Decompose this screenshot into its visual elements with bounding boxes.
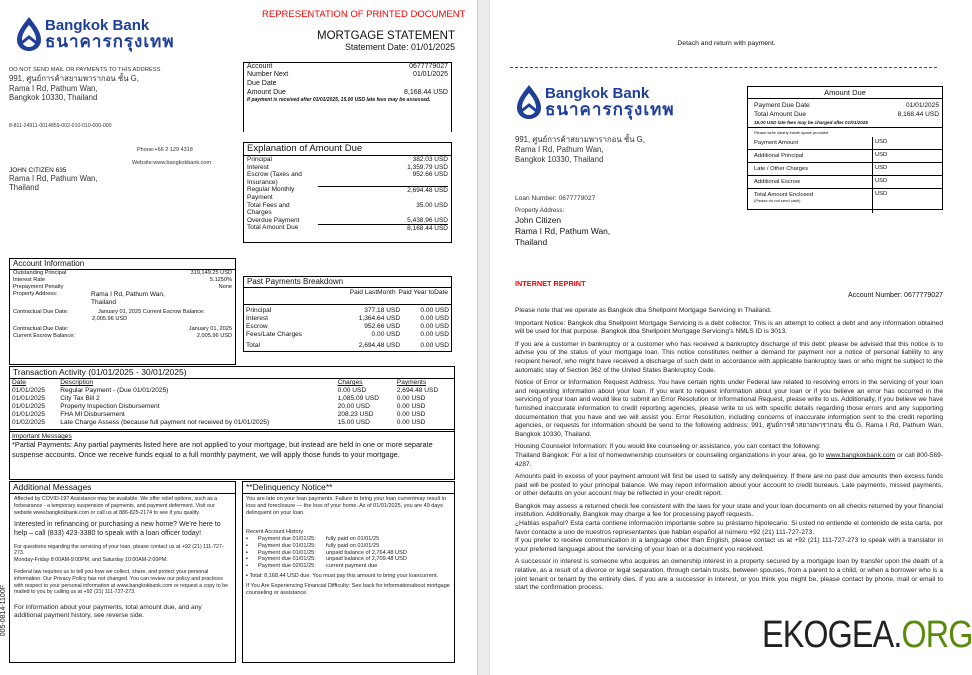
bank-address: Bangkok 10330, Thailand xyxy=(515,155,604,164)
label: Regular Monthly Payment xyxy=(247,186,295,201)
past-payment-row xyxy=(244,339,451,350)
charges: 208.23 USD xyxy=(337,411,374,418)
watermark xyxy=(762,614,972,657)
status: unpaid balance of 2,709.48 USD xyxy=(326,556,407,563)
p1: Affected by COVID-19? Assistance may be available. We offer relief options, such as a forbearance - a temporary suspension of payments, and payment deferment. Visit our website www.bangkokbank.com or call us at 886-825-2174 to see if you qualify. xyxy=(14,496,218,516)
website: Website:www.bangkokbank.com xyxy=(132,160,212,166)
label: Payment due 01/01/25: xyxy=(258,536,316,542)
total: 8,168.44 USD xyxy=(897,111,939,118)
label: Total Amount Due xyxy=(247,224,299,232)
bullet-icon: ▪ xyxy=(246,563,248,570)
title: Past Payments Breakdown xyxy=(244,277,451,288)
value: 35.00 USD xyxy=(416,201,448,209)
charges: 15.00 USD xyxy=(337,419,370,426)
last: 952.66 USD xyxy=(364,323,401,330)
late-note: 15.00 USD late fees may be charged after 01/01/2025 xyxy=(748,119,942,128)
cdd-label: Contractual Due Date: xyxy=(13,309,69,315)
label: Payment Amount xyxy=(754,140,799,146)
print-banner: REPRESENTATION OF PRINTED DOCUMENT xyxy=(262,9,466,20)
delinquency-notice-box xyxy=(242,481,455,663)
transaction-table xyxy=(10,379,454,427)
p3: For questions regarding the servicing of your loan, please contact us at +92 (21) 111-727-273. xyxy=(14,543,224,557)
charges: 1,085.09 USD xyxy=(337,395,380,402)
ytd: 0.00 USD xyxy=(420,323,449,330)
rate: 5.1250% xyxy=(209,277,232,283)
p3b: Monday-Friday 8:00AM-9:00PM, and Saturday 10:00AM-2:00PM. xyxy=(14,557,168,564)
transaction-row xyxy=(10,411,454,419)
transaction-row xyxy=(10,419,454,427)
bank-address: Rama I Rd, Pathum Wan, xyxy=(9,83,98,93)
value: 2,694.48 USD xyxy=(318,186,448,201)
label: Escrow (Taxes and Insurance) xyxy=(247,171,302,186)
ytd: 0.00 USD xyxy=(420,315,449,322)
property-label: Property Address: xyxy=(13,291,58,297)
last: 2,694.48 USD xyxy=(358,342,401,349)
label: Fees/Late Charges xyxy=(246,331,303,338)
date: 01/01/2025 xyxy=(12,411,46,418)
label: Number Next xyxy=(247,71,289,79)
last: 377.18 USD xyxy=(364,307,401,314)
cdd-label2: Contractual Due Date: xyxy=(13,326,69,332)
past-payments-box xyxy=(243,276,452,352)
payments: 0.00 USD xyxy=(396,411,426,418)
b: ORG xyxy=(901,614,972,656)
title: Important Messages xyxy=(12,433,72,440)
date: 01/01/2025 xyxy=(12,387,46,394)
explanation-box xyxy=(243,142,452,243)
property: Rama I Rd, Pathum Wan, Thailand xyxy=(91,291,165,306)
due-date: 01/01/2025 xyxy=(905,102,939,109)
late-fee-note: If payment is received after 01/01/2025, 15.00 USD late fees may be assessed. xyxy=(247,96,431,103)
label: Payment due 01/01/25: xyxy=(258,556,316,563)
th: ธนาคารกรุงเทพ xyxy=(545,99,675,119)
p2: Interested in refinancing or purchasing a new home? We're here to help – call (833) 423-3380 to speak with a loan officer today! xyxy=(14,521,221,537)
transaction-row xyxy=(10,403,454,411)
bank-address: 991, ศูนย์การค้าสยามพารากอน ชั้น G, xyxy=(515,135,645,144)
payment-field-row xyxy=(748,176,942,189)
charges: 20.00 USD xyxy=(337,403,370,410)
label: Total Fees and Charges xyxy=(247,201,290,217)
payment-amount-input[interactable]: USD xyxy=(872,163,942,175)
label: Due Date xyxy=(247,79,277,87)
value: 5,438.96 USD xyxy=(407,216,448,224)
p4: Federal law requires us to tell you how we collect, share, and protect your personal information. Our Privacy Policy has not changed. You can review our policy and practices with respect to your personal information at www.bangkokbank.com or request a copy to be mailed to you by calling us at +92 (21) 111-727-273. xyxy=(14,568,229,596)
last: 0.00 USD xyxy=(371,331,401,338)
history-item xyxy=(246,556,451,563)
property-address xyxy=(515,215,610,248)
payments: 0.00 USD xyxy=(396,395,426,402)
fees-lines: Bangkok may assess a returned check fee consistent with the laws for your state and your loan documents on all checks returned by your financial institution. Additionally, Bangkok may charge a fee for processing payoff requests. xyxy=(515,502,943,519)
outstanding-label: Outstanding Principal xyxy=(13,270,67,276)
barcode-number: 8-811-24911-0014859-002-010-010-000-000 xyxy=(9,123,112,129)
property: John Citizen xyxy=(515,215,562,225)
label: Payment due 01/01/25: xyxy=(258,542,316,549)
ceb-inline: 2,005.96 USD xyxy=(92,316,128,322)
payment-field-row xyxy=(748,150,942,163)
bullet-icon: ▪ xyxy=(246,542,248,549)
desc: Property Inspection Disbursement xyxy=(60,403,160,410)
charges: Charges xyxy=(337,379,363,386)
property: Thailand xyxy=(515,237,548,247)
payments: 0.00 USD xyxy=(396,403,426,410)
disclosures xyxy=(515,307,943,597)
desc: City Tax Bill 2 xyxy=(60,395,100,402)
status: fully paid on 01/01/25 xyxy=(326,542,380,549)
transaction-row xyxy=(10,395,454,403)
date: 01/02/2025 xyxy=(12,419,46,426)
transaction-activity-box xyxy=(9,366,455,480)
value: 1,359.79 USD xyxy=(407,163,448,171)
label: Late / Other Charges xyxy=(754,166,809,172)
label: Principal xyxy=(247,156,272,163)
title: Amount Due xyxy=(748,87,942,99)
label: Amount Due xyxy=(247,88,286,96)
customer: Thailand xyxy=(9,183,39,192)
penalty: None xyxy=(218,284,232,290)
past-payment-row xyxy=(244,331,451,339)
payment-amount-input[interactable]: USD xyxy=(872,176,942,188)
housing-p2: Thailand Bangkok: For a list of homeownership counselors or counseling organizations in your area, go to xyxy=(515,451,825,459)
value: 382.03 USD xyxy=(412,156,448,163)
ytd: 0.00 USD xyxy=(420,331,449,338)
value: 01/01/2025 xyxy=(412,71,448,79)
payment-amount-input[interactable]: USD xyxy=(872,189,942,213)
col2: Paid Year toDate xyxy=(398,289,448,296)
label: Additional Escrow xyxy=(754,179,801,185)
additional-messages-box xyxy=(9,481,236,663)
paragraphs: Notice of Error or Information Request Address. You have certain rights under Federal law related to resolving errors in the servicing of your loan and requesting information about your loan. If you want to request information about your loan or if you believe an error has occurred in the servicing of your loan and would like to submit an Error Resolution or Informational Request, please write to us. Additionally, if you believe we have furnished inaccurate information to credit reporting agencies, please write to us with specific details regarding those errors and any supporting documentation that you have and we will assist you. Error Resolution, including concerns of inaccurate information sent to the credit reporting agencies, or requests for information should be send to the following address: 991, ศูนย์การค้าสยามพารากอน ชั้น G, Rama I Rd, Pathum Wan, Bangkok 10330, Thailand. xyxy=(515,379,943,438)
past-payment-row xyxy=(244,307,451,315)
paragraphs: Please note that we operate as Bangkok dba Shellpoint Mortgage Servicing in Thailand. xyxy=(515,307,772,314)
bank-logo xyxy=(15,15,175,53)
customer: Rama I Rd, Pathum Wan, xyxy=(9,174,98,183)
bank-address: Rama I Rd, Pathum Wan, xyxy=(515,145,604,154)
history-title: Recent Account History xyxy=(246,529,304,535)
title: Transaction Activity (01/01/2025 - 30/01/2025) xyxy=(10,367,454,379)
p1: You are late on your loan payments. Failure to bring your loan currentmay result in loss and foreclosure — the loss of your home. As of 01/01/2025, you are 49 days delinquent on your loan. xyxy=(246,496,447,516)
label: Payment due 01/01/25: xyxy=(258,549,316,556)
lotus-logo-icon xyxy=(15,15,43,53)
loan-number: Loan Number: 0677779027 xyxy=(515,195,596,202)
label: Interest xyxy=(247,163,269,171)
due-date-label: Payment Due Date xyxy=(754,102,810,109)
payment-field-row xyxy=(748,137,942,150)
write-note: Please write clearly inside space provided xyxy=(754,130,829,135)
total: Total: 8,168.44 USD due. You must pay this amount to bring your loancurrent. xyxy=(249,572,439,579)
bullet-icon: ▪ xyxy=(246,549,248,556)
past-payments-table xyxy=(244,307,451,350)
page-gutter xyxy=(477,0,490,675)
label: Principal xyxy=(246,307,272,314)
successor: A successor in interest is someone who acquires an ownership interest in a property secured by a mortgage loan by transfer upon the death of a relative, as a result of a divorce or legal separation, through certain trusts, between spouses, from a parent to a child, or when a borrower who is a joint tenant or tenant by the entirety dies. If you are a successor in interest, or you think you might be, please contact by phone, mail or email to start the confirmation process. xyxy=(515,558,943,592)
value: 8,168.44 USD xyxy=(404,88,448,96)
p5: For information about your payments, total amount due, and any additional payment history, see reverse side. xyxy=(14,604,202,619)
property-address-label: Property Address: xyxy=(515,207,565,214)
housing-p3: or call 800-569-4287. xyxy=(515,451,943,468)
label: Interest xyxy=(246,315,268,322)
internet-reprint-label: INTERNET REPRINT xyxy=(515,279,586,288)
title: **Delinquency Notice** xyxy=(243,482,454,494)
account-summary-box xyxy=(243,62,452,132)
housing-p1: Housing Counselor Information: If you would like counseling or assistance, you can contact the following: xyxy=(515,443,821,451)
tear-line xyxy=(510,67,937,68)
bullet-icon: ▪ xyxy=(246,556,248,563)
sub: (Please do not send cash) xyxy=(754,198,801,203)
status: unpaid balance of 2,764.48 USD xyxy=(326,549,407,556)
bank-address xyxy=(9,74,139,103)
rate-label: Interest Rate xyxy=(13,277,46,283)
col1: Paid LastMonth xyxy=(349,289,396,296)
logo-text-th: ธนาคารกรุงเทพ xyxy=(45,31,175,51)
payment-amount-input[interactable]: USD xyxy=(872,137,942,149)
total-label: Total Amount Due xyxy=(754,111,807,118)
value: 952.66 USD xyxy=(412,171,448,179)
date: 01/01/2025 xyxy=(12,395,46,402)
bullet-icon: ▪ xyxy=(246,572,250,579)
customer-address xyxy=(9,167,98,192)
detach-instruction: Detach and return with payment. xyxy=(677,40,776,47)
desc: Late Charge Assess (because full payment not received by 01/01/2025) xyxy=(60,419,270,426)
payments: Payments xyxy=(396,379,427,386)
do-not-send-notice: DO NOT SEND MAIL OR PAYMENTS TO THIS ADDRESS xyxy=(9,67,161,73)
date: Date xyxy=(12,379,26,386)
charges: 0.00 USD xyxy=(337,387,367,394)
desc: FHA MI Disbursement xyxy=(60,411,125,418)
payment-field-row xyxy=(748,189,942,213)
label: Total Amount Enclosed xyxy=(754,192,813,198)
ytd: 0.00 USD xyxy=(420,342,449,349)
paragraphs: Important Notice: Bangkok dba Shellpoint Mortgage Servicing is a debt collector. This is an attempt to collect a debt and any information obtained will be used for that purpose. Bangkok dba Shellpoint Mortgage Servicing's NMLS ID is 3013. xyxy=(515,319,943,336)
text: *Partial Payments: Any partial payments listed here are not applied to your mortgage, but instead are held in one or more separate suspense accounts. Once we receive funds equal to a full monthly payment, we will apply those funds to your mortgage. xyxy=(12,440,433,459)
amount-due-coupon xyxy=(747,86,943,210)
title: Additional Messages xyxy=(10,482,235,494)
a: EKOGEA. xyxy=(762,614,902,656)
explanation-title: Explanation of Amount Due xyxy=(244,143,451,156)
status: fully paid on 01/01/25 xyxy=(326,536,380,542)
history-item xyxy=(246,563,451,570)
payments: 2,694.48 USD xyxy=(396,387,439,394)
desc: Regular Payment - (Due 01/01/2025) xyxy=(60,387,169,394)
lotus-logo-icon xyxy=(515,83,543,121)
difficulty: If You Are Experiencing Financial Difficulty: See back for informationabout mortgage counseling or assistance. xyxy=(246,582,450,596)
ceb: 2,005.96 USD xyxy=(196,333,232,339)
ytd: 0.00 USD xyxy=(420,307,449,314)
en: Bangkok Bank xyxy=(545,84,650,102)
label: Additional Principal xyxy=(754,153,804,159)
remit-bank-address xyxy=(515,135,645,165)
value: 0677779027 xyxy=(409,63,448,70)
ceb-label: Current Escrow Balance: xyxy=(13,333,75,339)
label: Escrow xyxy=(246,323,268,330)
status: current payment due xyxy=(326,563,378,570)
cdd-inline: January 01, 2025 Current Escrow Balance: xyxy=(98,309,205,315)
label: Total xyxy=(246,342,260,349)
important-messages xyxy=(10,429,454,461)
phone: Phone:+66 2 129 4318 xyxy=(137,147,193,153)
account-information-box xyxy=(9,258,236,365)
penalty-label: Prepayment Penalty xyxy=(13,284,64,290)
bank-logo-remit xyxy=(515,83,675,121)
bank-address: 991, ศูนย์การค้าสยามพารากอน ชั้น G, xyxy=(9,74,139,83)
bank-address: Bangkok 10330, Thailand xyxy=(9,93,98,102)
customer: JOHN CITIZEN 635 xyxy=(9,167,67,174)
history-item xyxy=(246,536,451,543)
label: Overdue Payment xyxy=(247,216,300,224)
payments: 0.00 USD xyxy=(396,419,426,426)
cdd: January 01, 2025 xyxy=(188,326,232,332)
bank-website-link[interactable]: www.bangkokbank.com xyxy=(825,451,896,459)
value: 8,168.44 USD xyxy=(318,224,448,233)
desc: Description xyxy=(60,379,94,386)
past-payment-row xyxy=(244,323,451,331)
account-number: Account Number: 0677779027 xyxy=(848,292,943,299)
transaction-row xyxy=(10,387,454,395)
outstanding: 319,149.25 USD xyxy=(190,270,232,276)
history-item xyxy=(246,543,451,550)
payment-amount-input[interactable]: USD xyxy=(872,150,942,162)
paragraphs2: Amounts paid in excess of your payment amount will first be used to satisfy any delinquency. If there are no past due amounts then excess funds paid will be posted to your principal balance. We may report information about your account to credit bureaus. Late payments, missed payments, or other defaults on your account may be reflected in your credit report. xyxy=(515,473,943,498)
side-form-code: 005-0814-1100F xyxy=(0,585,7,637)
paragraphs: If you are a customer in bankruptcy or a customer who has received a bankruptcy discharge of this debt: please be advised that this notice is to advise you of the status of your mortgage loan. This notice constitutes neither a demand for payment nor a notice of personal liability to any recipient hereof, who might have received a discharge of such debt in accordance with applicable bankruptcy laws or who might be subject to the automatic stay of Section 362 of the United States Bankruptcy Code. xyxy=(515,340,943,374)
statement-date: Statement Date: 01/01/2025 xyxy=(344,42,455,52)
logo-text-en: Bangkok Bank xyxy=(45,16,150,34)
date: 01/01/2025 xyxy=(12,403,46,410)
fees-lines: ¿Hablas español? Esta carta contiene información importante sobre su préstamo hipotecario. Si usted no entiende el contenido de esta carta, por favor contacte a uno de nuestros representantes que hablan español al número +92 (21) 111-727-273. xyxy=(515,520,943,536)
title: Account Information xyxy=(10,259,235,270)
last: 1,364.64 USD xyxy=(358,315,401,322)
property: Rama I Rd, Pathum Wan, xyxy=(515,226,611,236)
label: Account xyxy=(247,63,273,70)
statement-title: MORTGAGE STATEMENT xyxy=(316,30,455,42)
past-payment-row xyxy=(244,315,451,323)
fees-lines: If you prefer to receive communication in a language other than English, please contact us at +92 (21) 111-727-273 to speak with a translator in your preferred language about the servicing of your loan or a document you received. xyxy=(515,537,943,553)
history-item xyxy=(246,550,451,557)
payment-field-row xyxy=(748,163,942,176)
label: Payment due 02/01/25: xyxy=(258,563,316,570)
bullet-icon: ▪ xyxy=(246,536,248,542)
